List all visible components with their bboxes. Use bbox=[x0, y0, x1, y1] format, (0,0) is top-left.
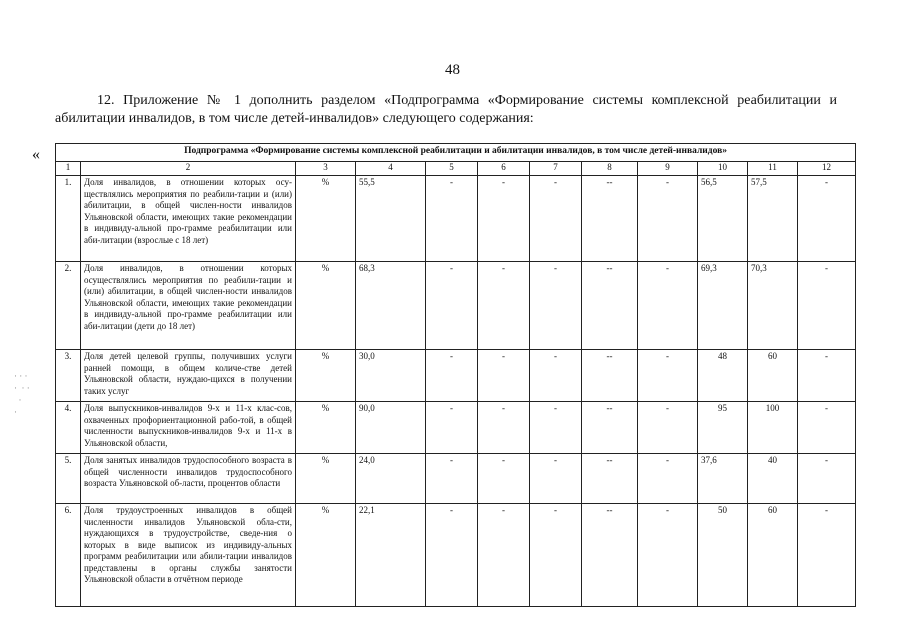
value-cell: 95 bbox=[698, 402, 748, 454]
col-number: 7 bbox=[530, 162, 582, 176]
value-cell: 56,5 bbox=[698, 176, 748, 262]
row-number: 3. bbox=[56, 350, 81, 402]
value-cell: 55,5 bbox=[356, 176, 426, 262]
value-cell: - bbox=[478, 454, 530, 504]
col-number: 4 bbox=[356, 162, 426, 176]
value-cell: - bbox=[478, 350, 530, 402]
value-cell: - bbox=[530, 402, 582, 454]
row-number: 1. bbox=[56, 176, 81, 262]
unit-cell: % bbox=[296, 350, 356, 402]
value-cell: - bbox=[798, 504, 856, 607]
value-cell: - bbox=[530, 350, 582, 402]
col-number: 11 bbox=[748, 162, 798, 176]
value-cell: -- bbox=[582, 402, 638, 454]
col-number: 9 bbox=[638, 162, 698, 176]
table-row bbox=[56, 402, 856, 454]
value-cell: - bbox=[530, 176, 582, 262]
value-cell: 48 bbox=[698, 350, 748, 402]
col-number: 1 bbox=[56, 162, 81, 176]
value-cell: - bbox=[638, 454, 698, 504]
value-cell: 50 bbox=[698, 504, 748, 607]
value-cell: - bbox=[426, 262, 478, 350]
value-cell: 100 bbox=[748, 402, 798, 454]
row-number: 2. bbox=[56, 262, 81, 350]
value-cell: - bbox=[426, 402, 478, 454]
value-cell: - bbox=[798, 262, 856, 350]
value-cell: - bbox=[530, 262, 582, 350]
value-cell: -- bbox=[582, 262, 638, 350]
margin-scan-marks: · · · · · · · · bbox=[14, 371, 30, 417]
table-row bbox=[56, 454, 856, 504]
indicator-description: Доля инвалидов, в отношении которых осуществлялись мероприятия по реабили-тации и (или) абилитации, в общей числен-ности инвалидов Ульяновской области, имеющих такие рекомендации в индивиду-альной про-грамме реабилитации или аби-литации (дети до 18 лет) bbox=[81, 262, 296, 350]
value-cell: - bbox=[638, 350, 698, 402]
indicators-table bbox=[55, 143, 856, 607]
unit-cell: % bbox=[296, 262, 356, 350]
indicator-description: Доля занятых инвалидов трудоспособного возраста в общей численности инвалидов трудоспособного возраста Ульяновской об-ласти, процентов области bbox=[81, 454, 296, 504]
col-number: 6 bbox=[478, 162, 530, 176]
value-cell: 60 bbox=[748, 504, 798, 607]
opening-quote-mark: « bbox=[32, 146, 40, 163]
col-number: 10 bbox=[698, 162, 748, 176]
col-number: 12 bbox=[798, 162, 856, 176]
unit-cell: % bbox=[296, 504, 356, 607]
value-cell: - bbox=[478, 504, 530, 607]
value-cell: - bbox=[426, 504, 478, 607]
unit-cell: % bbox=[296, 176, 356, 262]
value-cell: - bbox=[638, 504, 698, 607]
value-cell: 69,3 bbox=[698, 262, 748, 350]
value-cell: 40 bbox=[748, 454, 798, 504]
indicator-description: Доля инвалидов, в отношении которых осу-ществлялись мероприятия по реабили-тации и (или) абилитации, в общей числен-ности инвалидов Ульяновской области, имеющих такие рекомендации в индивиду-альной про-грамме реабилитации или аби-литации (взрослые с 18 лет) bbox=[81, 176, 296, 262]
value-cell: -- bbox=[582, 504, 638, 607]
table-row bbox=[56, 176, 856, 262]
col-number: 2 bbox=[81, 162, 296, 176]
table-title: Подпрограмма «Формирование системы комплексной реабилитации и абилитации инвалидов, в том числе детей-инвалидов» bbox=[56, 144, 856, 162]
value-cell: - bbox=[798, 402, 856, 454]
value-cell: -- bbox=[582, 176, 638, 262]
value-cell: 30,0 bbox=[356, 350, 426, 402]
intro-paragraph: 12. Приложение № 1 дополнить разделом «Подпрограмма «Формирование системы комплексной реабилитации и абилитации инвалидов, в том числе детей-инвалидов» следующего содержания: bbox=[55, 93, 837, 126]
table-row bbox=[56, 504, 856, 607]
col-number: 5 bbox=[426, 162, 478, 176]
value-cell: - bbox=[798, 350, 856, 402]
table-title-row bbox=[56, 144, 856, 162]
page-number: 48 bbox=[445, 62, 460, 78]
row-number: 4. bbox=[56, 402, 81, 454]
value-cell: - bbox=[478, 402, 530, 454]
value-cell: 90,0 bbox=[356, 402, 426, 454]
value-cell: 22,1 bbox=[356, 504, 426, 607]
table-row bbox=[56, 262, 856, 350]
value-cell: 24,0 bbox=[356, 454, 426, 504]
unit-cell: % bbox=[296, 454, 356, 504]
indicator-description: Доля выпускников-инвалидов 9-х и 11-х клас-сов, охваченных профориентационной рабо-той, в общей численности выпускников-инвалидов 9-х и 11-х в Ульяновской области, bbox=[81, 402, 296, 454]
value-cell: - bbox=[798, 176, 856, 262]
value-cell: -- bbox=[582, 350, 638, 402]
value-cell: - bbox=[530, 504, 582, 607]
table-row bbox=[56, 350, 856, 402]
column-number-row bbox=[56, 162, 856, 176]
indicator-description: Доля трудоустроенных инвалидов в общей численности инвалидов Ульяновской обла-сти, нуждающихся в трудоустройстве, сведе-ния о которых в виде выписок из индивиду-альных программ реабилитации или абили-тации инвалидов представлены в органы службы занятости Ульяновской области в отчётном периоде bbox=[81, 504, 296, 607]
value-cell: 57,5 bbox=[748, 176, 798, 262]
value-cell: 37,6 bbox=[698, 454, 748, 504]
value-cell: - bbox=[426, 350, 478, 402]
value-cell: - bbox=[798, 454, 856, 504]
value-cell: - bbox=[638, 402, 698, 454]
indicator-description: Доля детей целевой группы, получивших услуги ранней помощи, в общем количе-стве детей Ульяновской области, нуждаю-щихся в получении таких услуг bbox=[81, 350, 296, 402]
col-number: 8 bbox=[582, 162, 638, 176]
value-cell: 70,3 bbox=[748, 262, 798, 350]
value-cell: - bbox=[478, 176, 530, 262]
value-cell: 60 bbox=[748, 350, 798, 402]
value-cell: - bbox=[478, 262, 530, 350]
value-cell: - bbox=[426, 454, 478, 504]
unit-cell: % bbox=[296, 402, 356, 454]
value-cell: - bbox=[530, 454, 582, 504]
value-cell: - bbox=[638, 262, 698, 350]
value-cell: -- bbox=[582, 454, 638, 504]
row-number: 6. bbox=[56, 504, 81, 607]
col-number: 3 bbox=[296, 162, 356, 176]
value-cell: - bbox=[638, 176, 698, 262]
value-cell: 68,3 bbox=[356, 262, 426, 350]
value-cell: - bbox=[426, 176, 478, 262]
row-number: 5. bbox=[56, 454, 81, 504]
